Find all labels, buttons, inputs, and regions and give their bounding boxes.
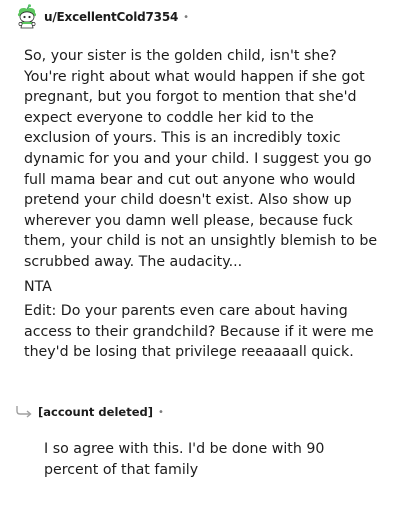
comment-paragraph: NTA (24, 278, 52, 295)
comment-header (16, 4, 189, 30)
separator-dot: • (157, 406, 164, 418)
reply-username: [account deleted] (38, 405, 153, 419)
comment-username[interactable]: u/ExcellentCold7354 (44, 10, 179, 24)
snoo-avatar-icon[interactable] (16, 4, 38, 30)
reply-paragraph: I so agree with this. I'd be done with 90 percent of that family (44, 441, 325, 478)
reply-header (14, 402, 164, 422)
reply-arrow-icon (14, 405, 34, 419)
comment-body (24, 46, 380, 367)
separator-dot: • (183, 11, 190, 23)
comment-paragraph: Edit: Do your parents even care about having access to their grandchild? Because if it were me they'd be losing that privilege reeaaaall quick. (24, 303, 374, 361)
reply-body (44, 439, 380, 480)
comment-paragraph: So, your sister is the golden child, isn't she? You're right about what would happen if she got pregnant, but you forgot to mention that she'd expect everyone to coddle her kid to the exclusion of yours. This is an incredibly toxic dynamic for you and your child. I suggest you go full mama bear and cut out anyone who would pretend your child doesn't exist. Also show up wherever you damn well please, because fuck them, your child is not an unsightly blemish to be scrubbed away. The audacity... (24, 48, 378, 270)
